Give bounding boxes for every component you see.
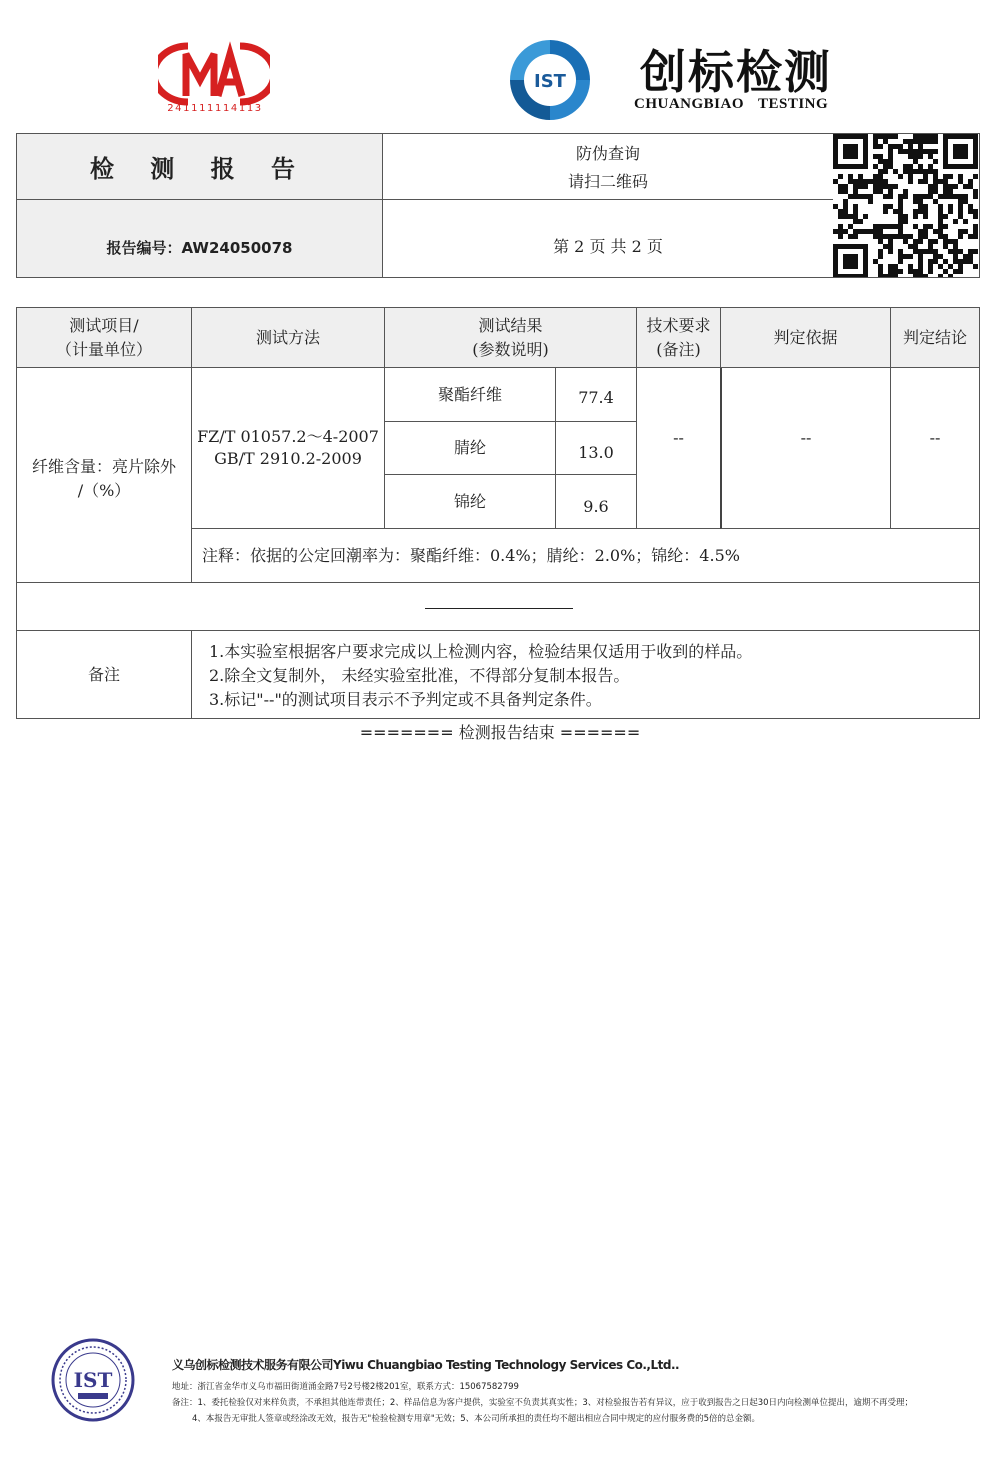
brand-name-en: CHUANGBIAO TESTING xyxy=(634,96,829,112)
ist-seal xyxy=(50,1337,136,1423)
svg-text:IST: IST xyxy=(73,1368,113,1392)
report-title: 检 测 报 告 xyxy=(17,134,383,200)
cma-number: 241111114113 xyxy=(167,103,263,114)
fiber-value: 13.0 xyxy=(555,422,636,475)
footer-notice-1: 备注：1、委托检验仅对来样负责，不承担其他连带责任；2、样品信息为客户提供，实验室不负责其真实性；3、对检验报告若有异议，应于收到报告之日起30日内向检测单位提出，逾期不再受理； xyxy=(172,1398,914,1408)
requirement-value: -- xyxy=(636,368,720,529)
report-end-line: ======= 检测报告结束 ====== xyxy=(359,723,641,742)
item-name: 纤维含量：亮片除外 /（%） xyxy=(17,368,191,583)
header-requirement: 技术要求 (备注) xyxy=(636,308,720,368)
remark-item: 3.标记"--"的测试项目表示不予判定或不具备判定条件。 xyxy=(209,690,602,709)
anti-fake-line2: 请扫二维码 xyxy=(567,172,648,191)
test-method: FZ/T 01057.2～4-2007 GB/T 2910.2-2009 xyxy=(191,368,384,529)
page-info: 第 2 页 共 2 页 xyxy=(553,237,663,256)
header-conclusion: 判定结论 xyxy=(890,308,979,368)
qr-code[interactable] xyxy=(833,134,979,277)
conclusion-value: -- xyxy=(890,368,979,529)
separator-line xyxy=(425,608,573,609)
header-method: 测试方法 xyxy=(191,308,384,368)
remark-item: 2.除全文复制外， 未经实验室批准，不得部分复制本报告。 xyxy=(209,666,630,685)
anti-fake-query xyxy=(383,134,833,200)
anti-fake-line1: 防伪查询 xyxy=(575,144,640,163)
basis-value: -- xyxy=(720,368,890,529)
fiber-name: 聚酯纤维 xyxy=(384,368,555,422)
report-title-block xyxy=(16,133,980,278)
test-result-table xyxy=(16,307,980,719)
header-basis: 判定依据 xyxy=(720,308,890,368)
remarks-label: 备注 xyxy=(87,664,120,684)
separator-row xyxy=(17,583,979,631)
fiber-name: 腈纶 xyxy=(384,422,555,475)
footer-company: 义乌创标检测技术服务有限公司Yiwu Chuangbiao Testing Technology Services Co.,Ltd.. xyxy=(172,1358,680,1372)
report-number: 报告编号：AW24050078 xyxy=(17,200,383,277)
footer-address: 地址：浙江省金华市义乌市福田街道涌金路7号2号楼2楼201室，联系方式：15067582799 xyxy=(172,1382,519,1392)
fiber-value: 77.4 xyxy=(555,368,636,422)
ist-logo xyxy=(506,36,594,124)
header-item: 测试项目/ （计量单位） xyxy=(17,308,191,368)
svg-text:IST: IST xyxy=(534,71,566,92)
remark-item: 1.本实验室根据客户要求完成以上检测内容，检验结果仅适用于收到的样品。 xyxy=(209,642,753,661)
remarks-list xyxy=(191,631,979,718)
moisture-annotation: 注释：依据的公定回潮率为：聚酯纤维：0.4%；腈纶：2.0%；锦纶：4.5% xyxy=(191,529,979,583)
footer-notice-2: 4、本报告无审批人签章或经涂改无效，报告无"检验检测专用章"无效；5、本公司所承担的责任均不超出相应合同中规定的应付服务费的5倍的总金额。 xyxy=(192,1414,761,1424)
fiber-value: 9.6 xyxy=(555,475,636,529)
fiber-name: 锦纶 xyxy=(384,475,555,529)
header-result: 测试结果 (参数说明) xyxy=(384,308,636,368)
brand-name-cn: 创标检测 xyxy=(640,45,832,99)
